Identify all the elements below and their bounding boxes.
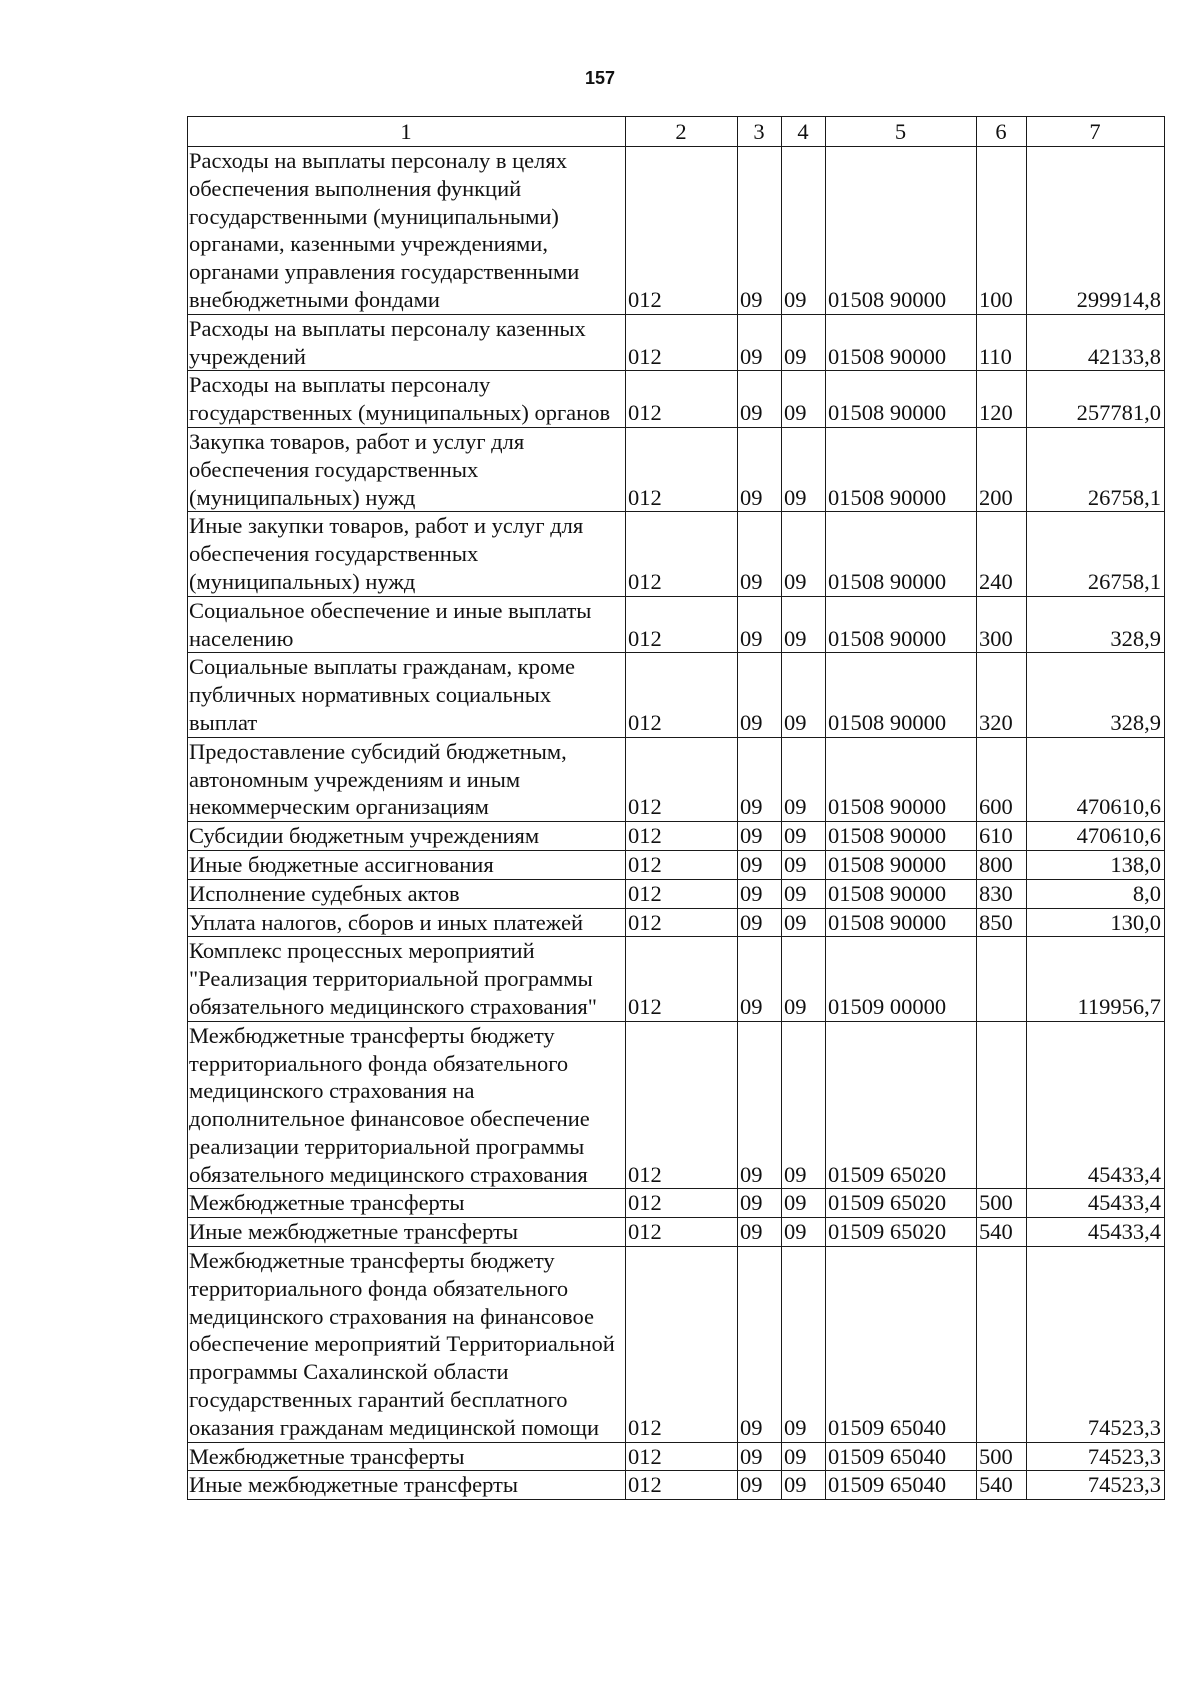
subsection-code-cell: 09 [782, 427, 826, 511]
grbs-code-cell: 012 [626, 1218, 738, 1247]
section-code-cell: 09 [738, 879, 782, 908]
subsection-code-cell: 09 [782, 371, 826, 428]
expense-name-cell: Исполнение судебных актов [188, 879, 626, 908]
table-row [188, 1021, 1165, 1189]
amount-cell: 45433,4 [1027, 1218, 1165, 1247]
expense-type-cell: 830 [977, 879, 1027, 908]
target-article-cell: 01509 65020 [826, 1218, 977, 1247]
section-code-cell: 09 [738, 1189, 782, 1218]
target-article-cell: 01508 90000 [826, 850, 977, 879]
table-row [188, 879, 1165, 908]
amount-cell: 119956,7 [1027, 937, 1165, 1021]
expense-name-cell: Межбюджетные трансферты бюджету территориального фонда обязательного медицинского страхования на финансовое обеспечение мероприятий Территориальной программы Сахалинской области государственных гарантий бесплатного оказания гражданам медицинской помощи [188, 1247, 626, 1443]
grbs-code-cell: 012 [626, 147, 738, 315]
expense-name-cell: Межбюджетные трансферты бюджету территориального фонда обязательного медицинского страхования на дополнительное финансовое обеспечение реализации территориальной программы обязательного медицинского страхования [188, 1021, 626, 1189]
amount-cell: 45433,4 [1027, 1021, 1165, 1189]
budget-table [187, 116, 1165, 1500]
expense-type-cell [977, 1247, 1027, 1443]
table-row [188, 371, 1165, 428]
section-code-cell: 09 [738, 1471, 782, 1500]
subsection-code-cell: 09 [782, 1442, 826, 1471]
grbs-code-cell: 012 [626, 1471, 738, 1500]
expense-name-cell: Расходы на выплаты персоналу в целях обеспечения выполнения функций государственными (муниципальными) органами, казенными учреждениями, органами управления государственными внебюджетными фондами [188, 147, 626, 315]
expense-name-cell: Расходы на выплаты персоналу государственных (муниципальных) органов [188, 371, 626, 428]
subsection-code-cell: 09 [782, 1218, 826, 1247]
expense-type-cell [977, 1021, 1027, 1189]
amount-cell: 328,9 [1027, 653, 1165, 737]
grbs-code-cell: 012 [626, 596, 738, 653]
subsection-code-cell: 09 [782, 314, 826, 371]
table-row [188, 908, 1165, 937]
target-article-cell: 01509 65040 [826, 1471, 977, 1500]
subsection-code-cell: 09 [782, 737, 826, 821]
expense-type-cell: 200 [977, 427, 1027, 511]
target-article-cell: 01509 65040 [826, 1442, 977, 1471]
page-number: 157 [584, 68, 616, 88]
subsection-code-cell: 09 [782, 653, 826, 737]
expense-type-cell: 540 [977, 1218, 1027, 1247]
table-row [188, 822, 1165, 851]
amount-cell: 299914,8 [1027, 147, 1165, 315]
subsection-code-cell: 09 [782, 879, 826, 908]
section-code-cell: 09 [738, 512, 782, 596]
subsection-code-cell: 09 [782, 908, 826, 937]
section-code-cell: 09 [738, 596, 782, 653]
target-article-cell: 01508 90000 [826, 427, 977, 511]
amount-cell: 74523,3 [1027, 1471, 1165, 1500]
expense-type-cell: 100 [977, 147, 1027, 315]
expense-name-cell: Социальное обеспечение и иные выплаты населению [188, 596, 626, 653]
table-row [188, 147, 1165, 315]
grbs-code-cell: 012 [626, 908, 738, 937]
table-row [188, 737, 1165, 821]
target-article-cell: 01509 00000 [826, 937, 977, 1021]
subsection-code-cell: 09 [782, 1021, 826, 1189]
table-row [188, 1247, 1165, 1443]
amount-cell: 26758,1 [1027, 512, 1165, 596]
grbs-code-cell: 012 [626, 1247, 738, 1443]
target-article-cell: 01508 90000 [826, 314, 977, 371]
expense-name-cell: Межбюджетные трансферты [188, 1189, 626, 1218]
target-article-cell: 01508 90000 [826, 596, 977, 653]
expense-type-cell: 240 [977, 512, 1027, 596]
table-row [188, 850, 1165, 879]
subsection-code-cell: 09 [782, 850, 826, 879]
header-cell: 5 [826, 117, 977, 147]
header-cell: 3 [738, 117, 782, 147]
expense-name-cell: Предоставление субсидий бюджетным, автономным учреждениям и иным некоммерческим организациям [188, 737, 626, 821]
table-row [188, 512, 1165, 596]
amount-cell: 42133,8 [1027, 314, 1165, 371]
table-row [188, 1218, 1165, 1247]
target-article-cell: 01509 65020 [826, 1021, 977, 1189]
section-code-cell: 09 [738, 314, 782, 371]
header-cell: 2 [626, 117, 738, 147]
expense-name-cell: Иные межбюджетные трансферты [188, 1471, 626, 1500]
section-code-cell: 09 [738, 653, 782, 737]
section-code-cell: 09 [738, 737, 782, 821]
subsection-code-cell: 09 [782, 596, 826, 653]
expense-type-cell: 850 [977, 908, 1027, 937]
table-row [188, 427, 1165, 511]
subsection-code-cell: 09 [782, 147, 826, 315]
section-code-cell: 09 [738, 427, 782, 511]
expense-name-cell: Иные закупки товаров, работ и услуг для обеспечения государственных (муниципальных) нужд [188, 512, 626, 596]
expense-name-cell: Субсидии бюджетным учреждениям [188, 822, 626, 851]
grbs-code-cell: 012 [626, 371, 738, 428]
subsection-code-cell: 09 [782, 1189, 826, 1218]
section-code-cell: 09 [738, 1021, 782, 1189]
grbs-code-cell: 012 [626, 653, 738, 737]
grbs-code-cell: 012 [626, 822, 738, 851]
subsection-code-cell: 09 [782, 822, 826, 851]
expense-type-cell: 500 [977, 1442, 1027, 1471]
expense-type-cell: 110 [977, 314, 1027, 371]
amount-cell: 130,0 [1027, 908, 1165, 937]
amount-cell: 45433,4 [1027, 1189, 1165, 1218]
table-row [188, 653, 1165, 737]
section-code-cell: 09 [738, 850, 782, 879]
section-code-cell: 09 [738, 1247, 782, 1443]
subsection-code-cell: 09 [782, 512, 826, 596]
grbs-code-cell: 012 [626, 737, 738, 821]
target-article-cell: 01508 90000 [826, 822, 977, 851]
target-article-cell: 01508 90000 [826, 653, 977, 737]
table-row [188, 937, 1165, 1021]
grbs-code-cell: 012 [626, 1442, 738, 1471]
header-cell: 6 [977, 117, 1027, 147]
table-row [188, 1189, 1165, 1218]
grbs-code-cell: 012 [626, 314, 738, 371]
section-code-cell: 09 [738, 1442, 782, 1471]
expense-name-cell: Иные межбюджетные трансферты [188, 1218, 626, 1247]
amount-cell: 470610,6 [1027, 822, 1165, 851]
table-row [188, 1471, 1165, 1500]
section-code-cell: 09 [738, 147, 782, 315]
section-code-cell: 09 [738, 371, 782, 428]
amount-cell: 74523,3 [1027, 1247, 1165, 1443]
expense-type-cell: 300 [977, 596, 1027, 653]
grbs-code-cell: 012 [626, 1021, 738, 1189]
amount-cell: 8,0 [1027, 879, 1165, 908]
amount-cell: 74523,3 [1027, 1442, 1165, 1471]
subsection-code-cell: 09 [782, 1471, 826, 1500]
expense-type-cell: 600 [977, 737, 1027, 821]
amount-cell: 26758,1 [1027, 427, 1165, 511]
expense-name-cell: Межбюджетные трансферты [188, 1442, 626, 1471]
target-article-cell: 01508 90000 [826, 147, 977, 315]
expense-name-cell: Комплекс процессных мероприятий "Реализация территориальной программы обязательного медицинского страхования" [188, 937, 626, 1021]
grbs-code-cell: 012 [626, 937, 738, 1021]
table-row [188, 1442, 1165, 1471]
grbs-code-cell: 012 [626, 850, 738, 879]
expense-type-cell: 120 [977, 371, 1027, 428]
target-article-cell: 01508 90000 [826, 371, 977, 428]
amount-cell: 470610,6 [1027, 737, 1165, 821]
expense-name-cell: Закупка товаров, работ и услуг для обеспечения государственных (муниципальных) нужд [188, 427, 626, 511]
target-article-cell: 01508 90000 [826, 512, 977, 596]
expense-type-cell: 800 [977, 850, 1027, 879]
expense-type-cell [977, 937, 1027, 1021]
expense-type-cell: 540 [977, 1471, 1027, 1500]
expense-name-cell: Иные бюджетные ассигнования [188, 850, 626, 879]
subsection-code-cell: 09 [782, 937, 826, 1021]
target-article-cell: 01509 65040 [826, 1247, 977, 1443]
section-code-cell: 09 [738, 937, 782, 1021]
grbs-code-cell: 012 [626, 1189, 738, 1218]
header-cell: 1 [188, 117, 626, 147]
subsection-code-cell: 09 [782, 1247, 826, 1443]
target-article-cell: 01509 65020 [826, 1189, 977, 1218]
target-article-cell: 01508 90000 [826, 908, 977, 937]
target-article-cell: 01508 90000 [826, 737, 977, 821]
amount-cell: 328,9 [1027, 596, 1165, 653]
expense-type-cell: 610 [977, 822, 1027, 851]
amount-cell: 138,0 [1027, 850, 1165, 879]
expense-type-cell: 500 [977, 1189, 1027, 1218]
expense-name-cell: Социальные выплаты гражданам, кроме публичных нормативных социальных выплат [188, 653, 626, 737]
expense-name-cell: Расходы на выплаты персоналу казенных учреждений [188, 314, 626, 371]
section-code-cell: 09 [738, 822, 782, 851]
header-cell: 7 [1027, 117, 1165, 147]
section-code-cell: 09 [738, 908, 782, 937]
grbs-code-cell: 012 [626, 879, 738, 908]
expense-type-cell: 320 [977, 653, 1027, 737]
table-header-row [188, 117, 1165, 147]
table-row [188, 596, 1165, 653]
table-row [188, 314, 1165, 371]
grbs-code-cell: 012 [626, 512, 738, 596]
amount-cell: 257781,0 [1027, 371, 1165, 428]
target-article-cell: 01508 90000 [826, 879, 977, 908]
grbs-code-cell: 012 [626, 427, 738, 511]
expense-name-cell: Уплата налогов, сборов и иных платежей [188, 908, 626, 937]
header-cell: 4 [782, 117, 826, 147]
section-code-cell: 09 [738, 1218, 782, 1247]
